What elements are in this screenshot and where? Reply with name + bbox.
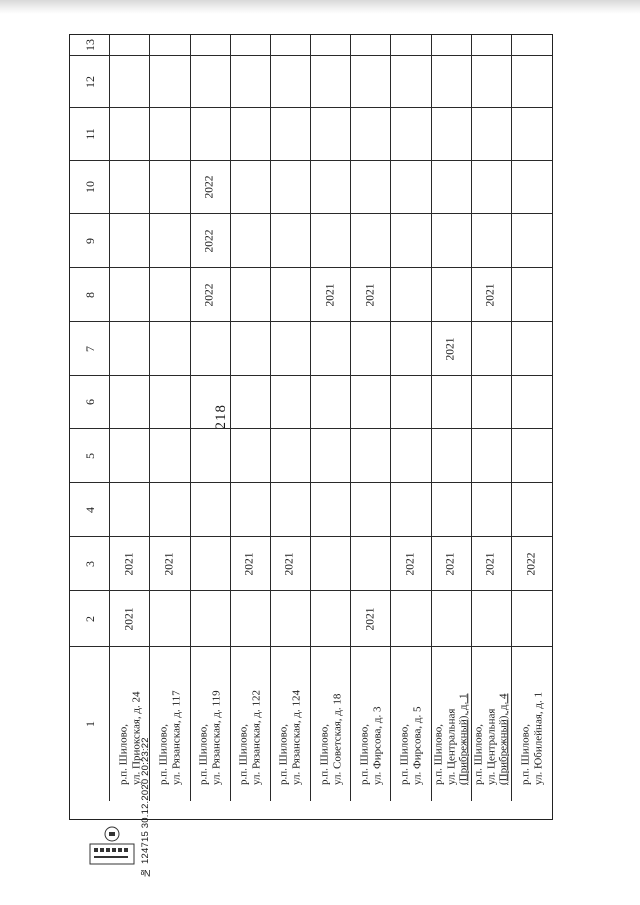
cell-col-8 — [351, 268, 391, 322]
cell-col-3 — [231, 537, 271, 591]
cell-col-5 — [351, 429, 391, 483]
cell-text: 1 — [82, 721, 97, 727]
cell-col-4 — [191, 483, 231, 537]
page-number: 218 — [213, 404, 229, 430]
address-line: р.п. Шилово, — [432, 724, 445, 785]
cell-col-2 — [311, 591, 351, 647]
header-cell-2 — [70, 591, 110, 647]
cell-col-13 — [432, 35, 472, 56]
cell-col-5 — [271, 429, 311, 483]
cell-text: 2021 — [323, 283, 336, 306]
cell-col-11 — [110, 108, 150, 161]
cell-text: 2021 — [122, 607, 135, 630]
cell-text: 10 — [82, 181, 97, 193]
cell-text: 2021 — [283, 552, 296, 575]
cell-col-9 — [391, 214, 431, 268]
cell-col-2 — [472, 591, 512, 647]
cell-col-9 — [191, 214, 231, 268]
cell-col-7 — [311, 322, 351, 376]
address-line: ул. Рязанская, д. 124 — [290, 690, 303, 785]
cell-col-11 — [432, 108, 472, 161]
cell-col-10 — [391, 161, 431, 214]
cell-col-1 — [231, 647, 271, 801]
header-cell-1 — [70, 647, 110, 801]
cell-col-1 — [391, 647, 431, 801]
cell-col-3 — [150, 537, 190, 591]
cell-col-6 — [150, 376, 190, 429]
header-cell-13 — [70, 35, 110, 56]
cell-col-4 — [351, 483, 391, 537]
cell-col-7 — [351, 322, 391, 376]
cell-col-4 — [231, 483, 271, 537]
cell-col-8 — [110, 268, 150, 322]
cell-col-10 — [512, 161, 552, 214]
cell-col-7 — [472, 322, 512, 376]
address-line: ул. Центральная — [484, 708, 497, 785]
cell-col-1 — [472, 647, 512, 801]
cell-text: 2021 — [404, 552, 417, 575]
cell-col-13 — [512, 35, 552, 56]
cell-col-9 — [311, 214, 351, 268]
cell-col-1 — [271, 647, 311, 801]
cell-text: 7 — [82, 345, 97, 352]
cell-col-7 — [191, 322, 231, 376]
cell-text: 13 — [82, 39, 97, 51]
cell-col-12 — [191, 56, 231, 108]
header-cell-7 — [70, 322, 110, 376]
header-cell-8 — [70, 268, 110, 322]
cell-col-11 — [191, 108, 231, 161]
cell-col-8 — [150, 268, 190, 322]
cell-text: 2022 — [203, 283, 216, 306]
cell-text: 2021 — [444, 337, 457, 360]
address-text — [398, 663, 423, 785]
cell-text: 2 — [82, 615, 97, 622]
cell-col-13 — [351, 35, 391, 56]
cell-col-7 — [432, 322, 472, 376]
address-text — [278, 663, 303, 785]
cell-col-10 — [432, 161, 472, 214]
cell-col-3 — [311, 537, 351, 591]
cell-text: 2021 — [444, 552, 457, 575]
address-text — [472, 663, 510, 785]
cell-text: 2021 — [243, 552, 256, 575]
cell-col-4 — [271, 483, 311, 537]
address-line: ул. Юбилейная, д. 1 — [531, 692, 544, 785]
address-line: р.п. Шилово, — [237, 724, 250, 785]
cell-col-12 — [231, 56, 271, 108]
cell-col-5 — [472, 429, 512, 483]
cell-text: 2021 — [122, 552, 135, 575]
cell-col-3 — [391, 537, 431, 591]
address-line: ул. Рязанская, д. 119 — [210, 690, 223, 785]
cell-col-5 — [512, 429, 552, 483]
cell-text: 5 — [82, 452, 97, 459]
cell-col-6 — [432, 376, 472, 429]
cell-col-11 — [391, 108, 431, 161]
cell-col-4 — [512, 483, 552, 537]
cell-col-10 — [271, 161, 311, 214]
cell-col-5 — [231, 429, 271, 483]
cell-col-8 — [432, 268, 472, 322]
cell-col-10 — [231, 161, 271, 214]
cell-col-7 — [391, 322, 431, 376]
cell-col-2 — [351, 591, 391, 647]
cell-col-11 — [150, 108, 190, 161]
header-cell-3 — [70, 537, 110, 591]
address-text — [238, 663, 263, 785]
cell-col-4 — [432, 483, 472, 537]
cell-col-4 — [311, 483, 351, 537]
cell-text: 2021 — [484, 283, 497, 306]
address-text — [157, 663, 182, 785]
cell-col-10 — [110, 161, 150, 214]
address-line: р.п. Шилово, — [117, 724, 130, 785]
cell-col-13 — [271, 35, 311, 56]
cell-text: 6 — [82, 399, 97, 405]
address-line: р.п. Шилово, — [472, 724, 485, 785]
cell-text: 2022 — [203, 229, 216, 252]
cell-col-9 — [110, 214, 150, 268]
address-line: р.п. Шилово, — [197, 724, 210, 785]
cell-col-13 — [472, 35, 512, 56]
cell-col-1 — [150, 647, 190, 801]
cell-col-1 — [311, 647, 351, 801]
cell-col-5 — [432, 429, 472, 483]
cell-col-12 — [512, 56, 552, 108]
cell-col-13 — [150, 35, 190, 56]
cell-col-10 — [351, 161, 391, 214]
cell-col-2 — [271, 591, 311, 647]
address-line: р.п. Шилово, — [318, 724, 331, 785]
cell-col-3 — [351, 537, 391, 591]
cell-col-1 — [432, 647, 472, 801]
cell-text: 12 — [82, 75, 97, 88]
cell-col-3 — [432, 537, 472, 591]
cell-col-12 — [110, 56, 150, 108]
address-text — [432, 663, 470, 785]
address-text — [198, 663, 223, 785]
cell-text: 2021 — [484, 552, 497, 575]
address-line: (Прибрежный), д. 1 — [457, 693, 470, 785]
cell-text: 2021 — [363, 283, 376, 306]
cell-col-9 — [231, 214, 271, 268]
cell-col-11 — [472, 108, 512, 161]
cell-col-8 — [231, 268, 271, 322]
cell-col-9 — [432, 214, 472, 268]
cell-col-9 — [351, 214, 391, 268]
cell-col-2 — [391, 591, 431, 647]
cell-col-11 — [231, 108, 271, 161]
cell-col-6 — [271, 376, 311, 429]
cell-col-10 — [472, 161, 512, 214]
cell-col-6 — [472, 376, 512, 429]
cell-text: 9 — [82, 237, 97, 244]
address-line: ул. Рязанская, д. 117 — [169, 690, 182, 785]
cell-col-3 — [512, 537, 552, 591]
header-cell-6 — [70, 376, 110, 429]
header-cell-9 — [70, 214, 110, 268]
cell-col-6 — [311, 376, 351, 429]
cell-col-13 — [110, 35, 150, 56]
cell-col-12 — [311, 56, 351, 108]
cell-text: 3 — [82, 560, 97, 567]
address-line: ул. Фирсова, д. 5 — [410, 706, 423, 785]
cell-col-6 — [191, 376, 231, 429]
cell-col-7 — [110, 322, 150, 376]
cell-col-6 — [391, 376, 431, 429]
cell-col-2 — [191, 591, 231, 647]
cell-col-4 — [150, 483, 190, 537]
cell-col-7 — [512, 322, 552, 376]
header-cell-11 — [70, 108, 110, 161]
cell-col-9 — [512, 214, 552, 268]
address-line: ул. Центральная — [444, 708, 457, 785]
address-line: р.п. Шилово, — [398, 724, 411, 785]
cell-text: 8 — [82, 291, 97, 298]
cell-col-10 — [191, 161, 231, 214]
cell-col-10 — [150, 161, 190, 214]
registration-note: № 124715 30.12.2020 20:23:22 — [140, 737, 151, 878]
cell-col-2 — [231, 591, 271, 647]
address-text — [117, 663, 142, 785]
cell-col-3 — [110, 537, 150, 591]
cell-col-5 — [110, 429, 150, 483]
cell-text: 11 — [82, 128, 97, 140]
cell-text: 2022 — [525, 552, 538, 575]
cell-col-12 — [472, 56, 512, 108]
cell-col-2 — [432, 591, 472, 647]
address-line: ул. Фирсова, д. 3 — [370, 706, 383, 785]
address-text — [358, 663, 383, 785]
cell-col-8 — [311, 268, 351, 322]
address-line: ул. Советская, д. 18 — [330, 693, 343, 785]
address-line: ул. Рязанская, д. 122 — [250, 690, 263, 785]
cell-col-5 — [391, 429, 431, 483]
address-text — [519, 663, 544, 785]
cell-col-8 — [472, 268, 512, 322]
cell-col-12 — [351, 56, 391, 108]
cell-text: 2021 — [363, 607, 376, 630]
address-line: р.п. Шилово, — [519, 724, 532, 785]
cell-col-6 — [351, 376, 391, 429]
header-cell-10 — [70, 161, 110, 214]
address-line: р.п. Шилово, — [277, 724, 290, 785]
header-cell-5 — [70, 429, 110, 483]
cell-col-8 — [512, 268, 552, 322]
cell-col-3 — [271, 537, 311, 591]
registry-stamp-icon — [86, 820, 138, 868]
cell-col-13 — [311, 35, 351, 56]
cell-text: 4 — [82, 506, 97, 513]
cell-col-6 — [512, 376, 552, 429]
cell-col-11 — [311, 108, 351, 161]
cell-col-9 — [150, 214, 190, 268]
cell-col-13 — [191, 35, 231, 56]
cell-col-2 — [512, 591, 552, 647]
cell-col-13 — [391, 35, 431, 56]
cell-col-11 — [271, 108, 311, 161]
cell-col-3 — [472, 537, 512, 591]
cell-col-12 — [271, 56, 311, 108]
cell-col-10 — [311, 161, 351, 214]
cell-col-8 — [391, 268, 431, 322]
cell-col-1 — [351, 647, 391, 801]
header-cell-4 — [70, 483, 110, 537]
cell-col-12 — [432, 56, 472, 108]
cell-col-11 — [351, 108, 391, 161]
cell-col-13 — [231, 35, 271, 56]
cell-col-3 — [191, 537, 231, 591]
address-line: (Прибрежный), д. 4 — [497, 693, 510, 785]
cell-col-8 — [191, 268, 231, 322]
address-line: р.п. Шилово, — [157, 724, 170, 785]
cell-text: 2022 — [203, 175, 216, 199]
cell-col-4 — [472, 483, 512, 537]
cell-col-11 — [512, 108, 552, 161]
cell-col-1 — [191, 647, 231, 801]
cell-col-1 — [512, 647, 552, 801]
cell-col-9 — [472, 214, 512, 268]
cell-text: 2021 — [163, 552, 176, 575]
cell-col-7 — [271, 322, 311, 376]
cell-col-12 — [150, 56, 190, 108]
cell-col-5 — [150, 429, 190, 483]
address-line: р.п. Шилово, — [358, 724, 371, 785]
address-line: ул. Приокская, д. 24 — [129, 691, 142, 785]
cell-col-4 — [110, 483, 150, 537]
address-text — [318, 663, 343, 785]
cell-col-4 — [391, 483, 431, 537]
cell-col-8 — [271, 268, 311, 322]
cell-col-5 — [311, 429, 351, 483]
cell-col-6 — [110, 376, 150, 429]
cell-col-2 — [150, 591, 190, 647]
cell-col-7 — [150, 322, 190, 376]
scan-edge — [0, 0, 640, 14]
cell-col-9 — [271, 214, 311, 268]
cell-col-6 — [231, 376, 271, 429]
header-cell-12 — [70, 56, 110, 108]
cell-col-5 — [191, 429, 231, 483]
cell-col-12 — [391, 56, 431, 108]
cell-col-7 — [231, 322, 271, 376]
